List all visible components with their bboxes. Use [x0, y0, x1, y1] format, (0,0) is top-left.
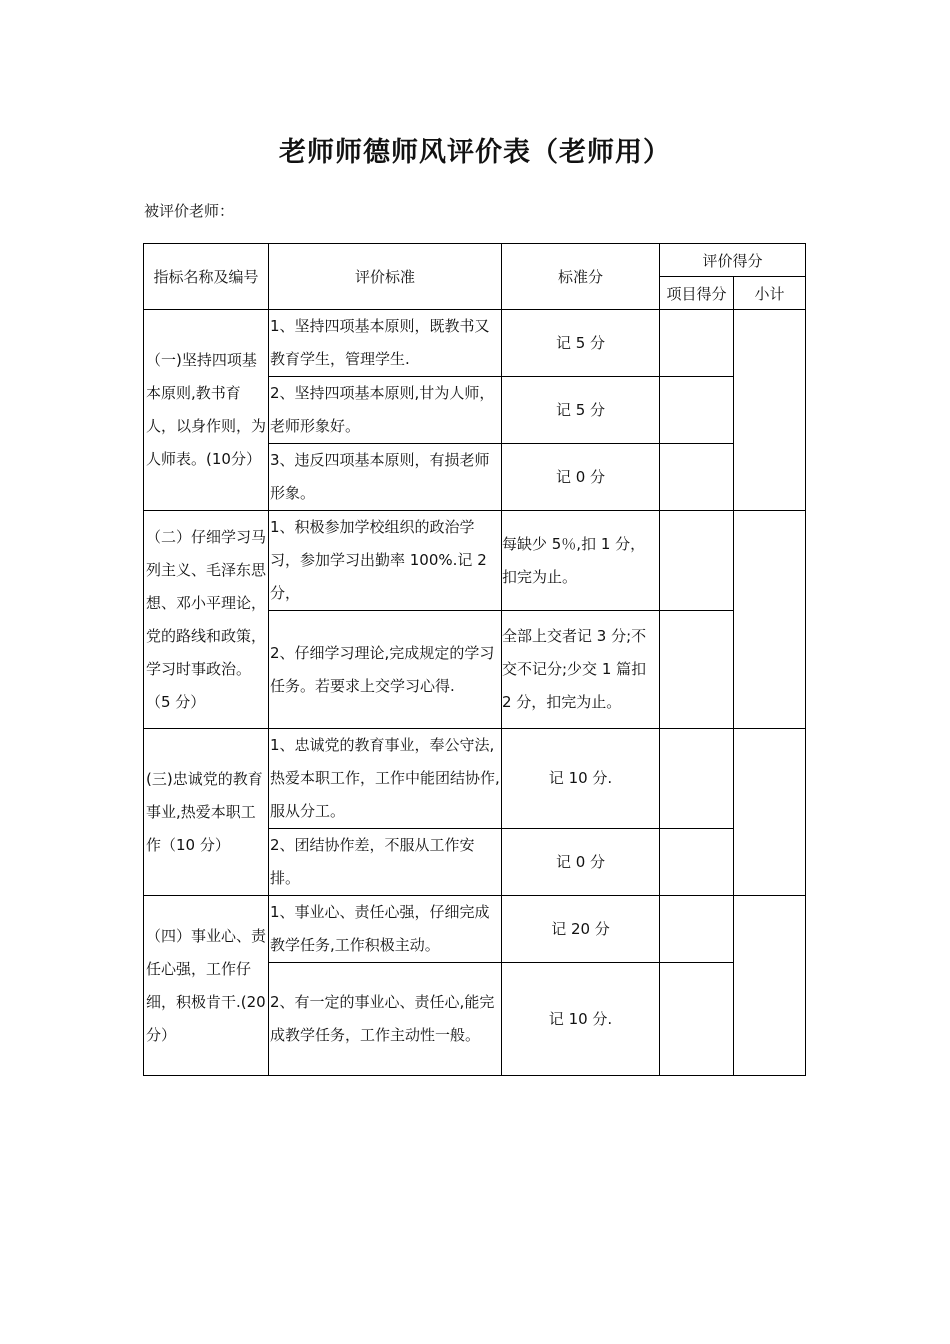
criterion-cell: 1、事业心、责任心强，仔细完成教学任务,工作积极主动。: [269, 896, 502, 963]
criterion-cell: 2、坚持四项基本原则,甘为人师，老师形象好。: [269, 377, 502, 444]
standard-score-cell: 每缺少 5％,扣 1 分，扣完为止。: [502, 511, 660, 611]
table-row: [144, 729, 806, 829]
criterion-cell: 2、仔细学习理论,完成规定的学习任务。若要求上交学习心得.: [269, 611, 502, 729]
indicator-cell: （一)坚持四项基本原则,教书育人，以身作则，为人师表。(10分）: [144, 310, 269, 511]
item-score-cell[interactable]: [660, 444, 734, 511]
item-score-cell[interactable]: [660, 963, 734, 1076]
standard-score-cell: 全部上交者记 3 分;不交不记分;少交 1 篇扣 2 分，扣完为止。: [502, 611, 660, 729]
item-score-cell[interactable]: [660, 729, 734, 829]
standard-score-cell: 记 0 分: [502, 444, 660, 511]
subtotal-cell[interactable]: [734, 729, 806, 896]
document-title: 老师师德师风评价表（老师用）: [279, 137, 671, 168]
header-item-score: 项目得分: [660, 277, 734, 310]
indicator-cell: （四）事业心、责任心强，工作仔细，积极肯干.(20 分）: [144, 896, 269, 1076]
indicator-cell: （二）仔细学习马列主义、毛泽东思想、邓小平理论，党的路线和政策，学习时事政治。（5 分）: [144, 511, 269, 729]
item-score-cell[interactable]: [660, 511, 734, 611]
standard-score-cell: 记 5 分: [502, 377, 660, 444]
criterion-cell: 1、忠诚党的教育事业，奉公守法,热爱本职工作，工作中能团结协作,服从分工。: [269, 729, 502, 829]
evaluatee-label: 被评价老师：: [144, 202, 235, 220]
standard-score-cell: 记 10 分.: [502, 963, 660, 1076]
item-score-cell[interactable]: [660, 611, 734, 729]
standard-score-cell: 记 10 分.: [502, 729, 660, 829]
subtotal-cell[interactable]: [734, 511, 806, 729]
item-score-cell[interactable]: [660, 896, 734, 963]
header-indicator: 指标名称及编号: [144, 244, 269, 310]
criterion-cell: 1、积极参加学校组织的政治学习，参加学习出勤率 100%.记 2 分，: [269, 511, 502, 611]
item-score-cell[interactable]: [660, 829, 734, 896]
table-row: [144, 896, 806, 963]
criterion-cell: 3、违反四项基本原则，有损老师形象。: [269, 444, 502, 511]
standard-score-cell: 记 5 分: [502, 310, 660, 377]
standard-score-cell: 记 20 分: [502, 896, 660, 963]
table-row: [144, 511, 806, 611]
header-standard-score: 标准分: [502, 244, 660, 310]
criterion-cell: 2、有一定的事业心、责任心,能完成教学任务，工作主动性一般。: [269, 963, 502, 1076]
header-criteria: 评价标准: [269, 244, 502, 310]
indicator-cell: (三)忠诚党的教育事业,热爱本职工作（10 分）: [144, 729, 269, 896]
header-subtotal: 小计: [734, 277, 806, 310]
criterion-cell: 2、团结协作差，不服从工作安排。: [269, 829, 502, 896]
evaluation-table: [143, 243, 806, 1076]
subtotal-cell[interactable]: [734, 896, 806, 1076]
table-row: [144, 310, 806, 377]
item-score-cell[interactable]: [660, 377, 734, 444]
standard-score-cell: 记 0 分: [502, 829, 660, 896]
header-evaluation-score: 评价得分: [660, 244, 806, 277]
item-score-cell[interactable]: [660, 310, 734, 377]
subtotal-cell[interactable]: [734, 310, 806, 511]
criterion-cell: 1、坚持四项基本原则，既教书又教育学生，管理学生.: [269, 310, 502, 377]
